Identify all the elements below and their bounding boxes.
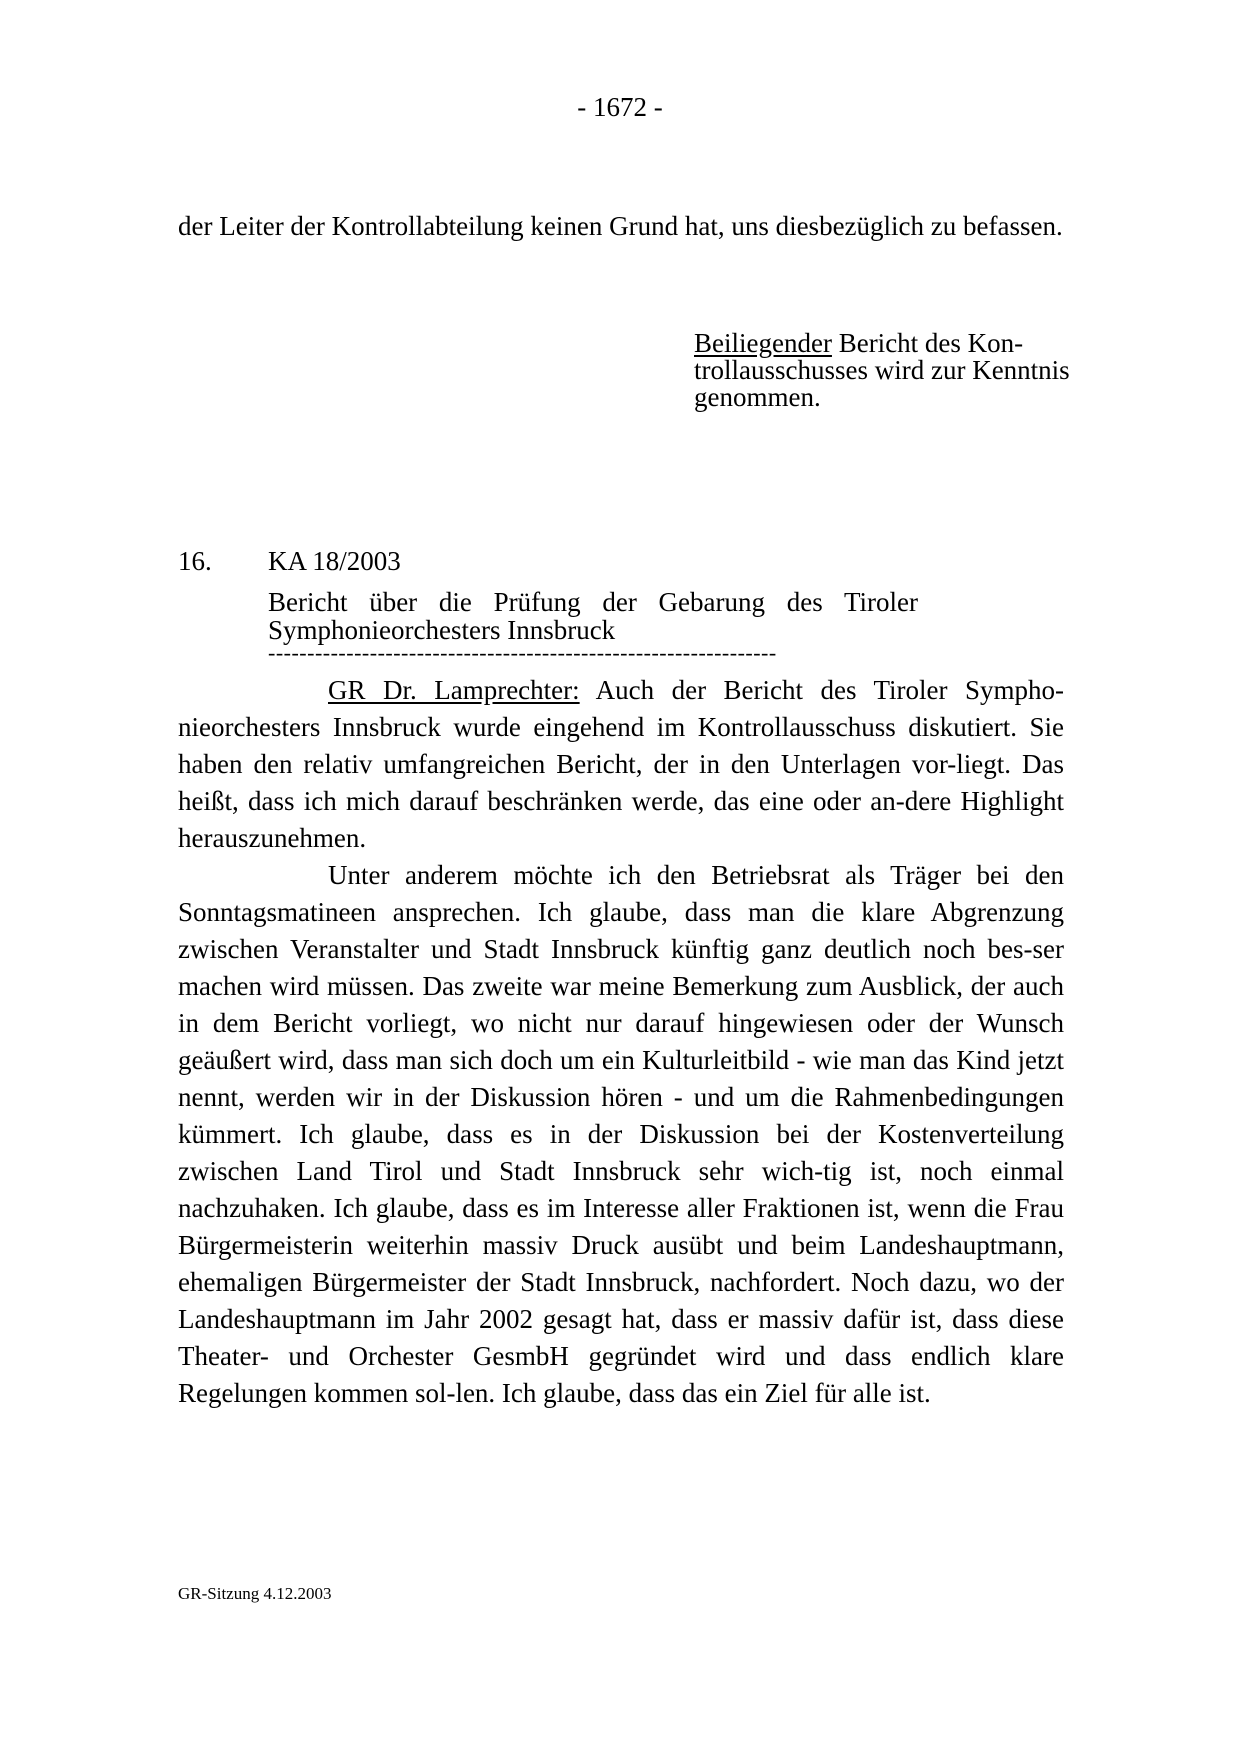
agenda-item-number: 16. [178,546,212,576]
intro-paragraph: der Leiter der Kontrollabteilung keinen Grund hat, uns diesbezüglich zu befassen. [178,211,1063,241]
agenda-item-separator: ----------------------------------------------------------------- [268,640,777,665]
agenda-item-title: Bericht über die Prüfung der Gebarung des Tiroler Symphonieorchesters Innsbruck [268,587,918,645]
speaker-name: GR Dr. Lamprechter: [328,675,580,705]
speech-paragraph-1-text: Auch der Bericht des Tiroler Sympho-nieorchesters Innsbruck wurde eingehend im Kontrollausschuss diskutiert. Sie haben den relativ umfangreichen Bericht, der in den Unterlagen vor-liegt. Das heißt, dass ich mich darauf beschränken werde, das eine oder an-dere Highlight herauszunehmen. [178,675,1064,853]
footer-session-date: GR-Sitzung 4.12.2003 [178,1584,332,1603]
page-number: - 1672 - [577,92,663,122]
resolution-label: Beiliegender [694,328,832,358]
agenda-item-id: KA 18/2003 [268,546,401,576]
resolution-note [694,330,1074,411]
speech-paragraph-1 [178,672,1064,857]
resolution-text: Bericht des Kon-trollausschusses wird zur Kenntnis genommen. [694,328,1070,412]
speech-paragraph-2: Unter anderem möchte ich den Betriebsrat als Träger bei den Sonntagsmatineen ansprechen. Ich glaube, dass man die klare Abgrenzung zwischen Veranstalter und Stadt Innsbruck künftig ganz deutlich noch bes-ser machen wird müssen. Das zweite war meine Bemerkung zum Ausblick, der auch in dem Bericht vorliegt, wo nicht nur darauf hingewiesen oder der Wunsch geäußert wird, dass man sich doch um ein Kulturleitbild - wie man das Kind jetzt nennt, werden wir in der Diskussion hören - und um die Rahmenbedingungen kümmert. Ich glaube, dass es in der Diskussion bei der Kostenverteilung zwischen Land Tirol und Stadt Innsbruck sehr wich-tig ist, noch einmal nachzuhaken. Ich glaube, dass es im Interesse aller Fraktionen ist, wenn die Frau Bürgermeisterin weiterhin massiv Druck ausübt und beim Landeshauptmann, ehemaligen Bürgermeister der Stadt Innsbruck, nachfordert. Noch dazu, wo der Landeshauptmann im Jahr 2002 gesagt hat, dass er massiv dafür ist, dass diese Theater- und Orchester GesmbH gegründet wird und dass endlich klare Regelungen kommen sol-len. Ich glaube, dass das ein Ziel für alle ist. [178,860,1064,1408]
speech [178,672,1064,1412]
